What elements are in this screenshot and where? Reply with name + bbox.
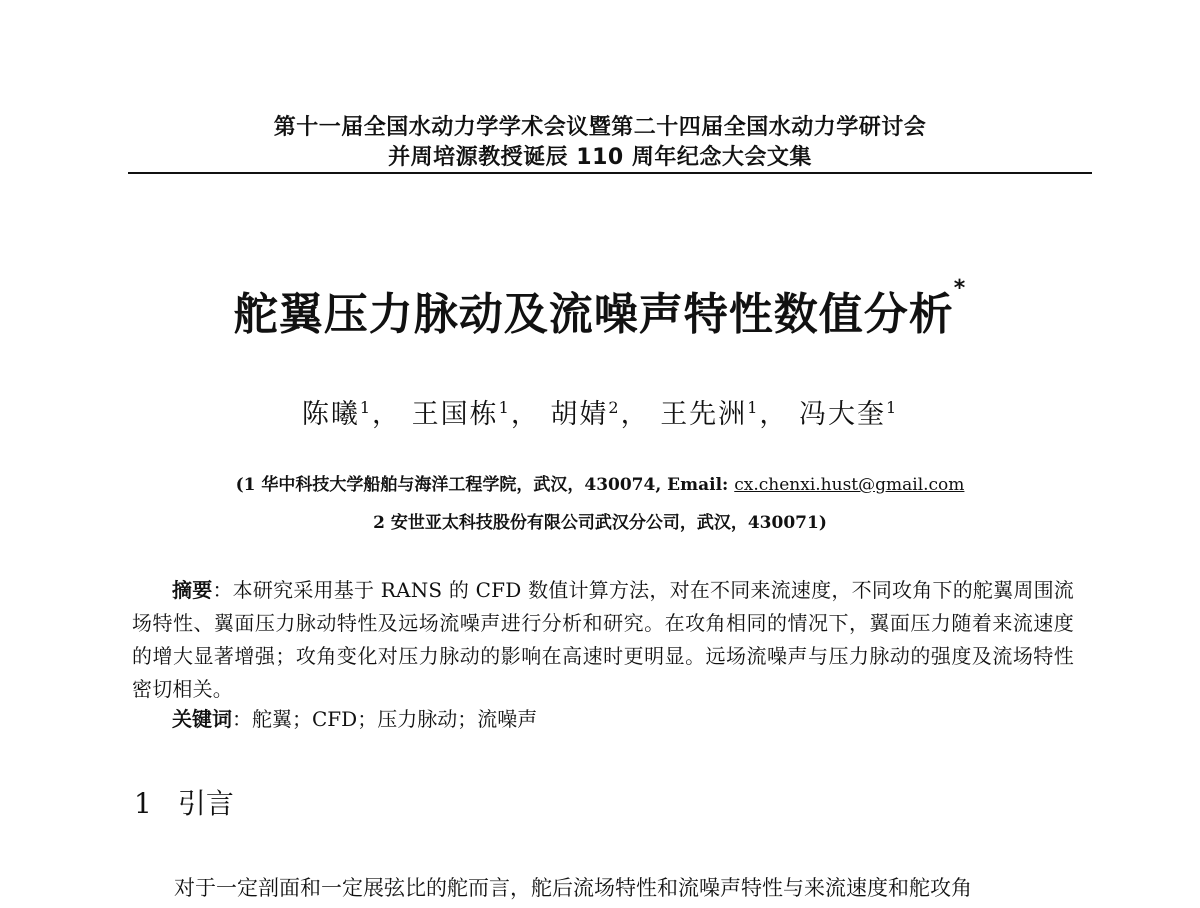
keywords-label: 关键词 <box>172 707 232 731</box>
author-list: 陈曦$^1$， 王国栋$^1$， 胡婧$^2$， 王先洲$^1$， 冯大奎$^1$ <box>301 398 899 430</box>
author-affiliation: 1 <box>747 398 760 417</box>
paper-title-text: 舵翼压力脉动及流噪声特性数值分析 <box>233 289 954 340</box>
keywords <box>172 703 1072 736</box>
affiliation-line2: 2 安世亚太科技股份有限公司武汉分公司，武汉，430071) <box>373 513 827 533</box>
section-number: 1 <box>134 787 152 820</box>
abstract <box>132 574 1074 706</box>
intro-paragraph: 对于一定剖面和一定展弦比的舵而言，舵后流场特性和流噪声特性与来流速度和舵攻角 <box>174 876 972 900</box>
header-rule <box>128 172 1092 174</box>
author-affiliation: 1 <box>359 398 373 417</box>
author-name: 陈曦 <box>301 399 360 430</box>
author-name: 王先洲 <box>660 399 748 430</box>
proceedings-header-line2: 并周培源教授诞辰 110 周年纪念大会文集 <box>388 145 812 170</box>
author-name: 胡婧 <box>550 399 609 430</box>
abstract-text: ：本研究采用基于 RANS 的 CFD 数值计算方法，对在不同来流速度，不同攻角下的舵翼周围流场特性、翼面压力脉动特性及远场流噪声进行分析和研究。在攻角相同的情况下，翼面压力随着来流速度的增大显著增强；攻角变化对压力脉动的影响在高速时更明显。远场流噪声与压力脉动的强度及流场特性密切相关。 <box>132 578 1075 701</box>
author-name: 冯大奎 <box>798 399 886 430</box>
keywords-text: ：舵翼；CFD；压力脉动；流噪声 <box>232 707 538 731</box>
abstract-label: 摘要 <box>172 578 213 602</box>
title-footnote-mark: * <box>953 276 967 301</box>
author-affiliation: 1 <box>498 398 511 417</box>
author-affiliation: 1 <box>885 398 899 417</box>
section-title: 引言 <box>177 787 234 820</box>
affiliation-text: (1 华中科技大学船舶与海洋工程学院，武汉，430074, Email: <box>235 475 735 495</box>
affiliation-line1 <box>0 470 1200 495</box>
section-heading <box>134 782 234 822</box>
author-affiliation: 2 <box>608 398 621 417</box>
paper-title <box>0 278 1200 342</box>
proceedings-header-line1: 第十一届全国水动力学学术会议暨第二十四届全国水动力学研讨会 <box>273 115 927 140</box>
email-link[interactable]: cx.chenxi.hust@gmail.com <box>734 475 965 495</box>
author-name: 王国栋 <box>411 399 499 430</box>
